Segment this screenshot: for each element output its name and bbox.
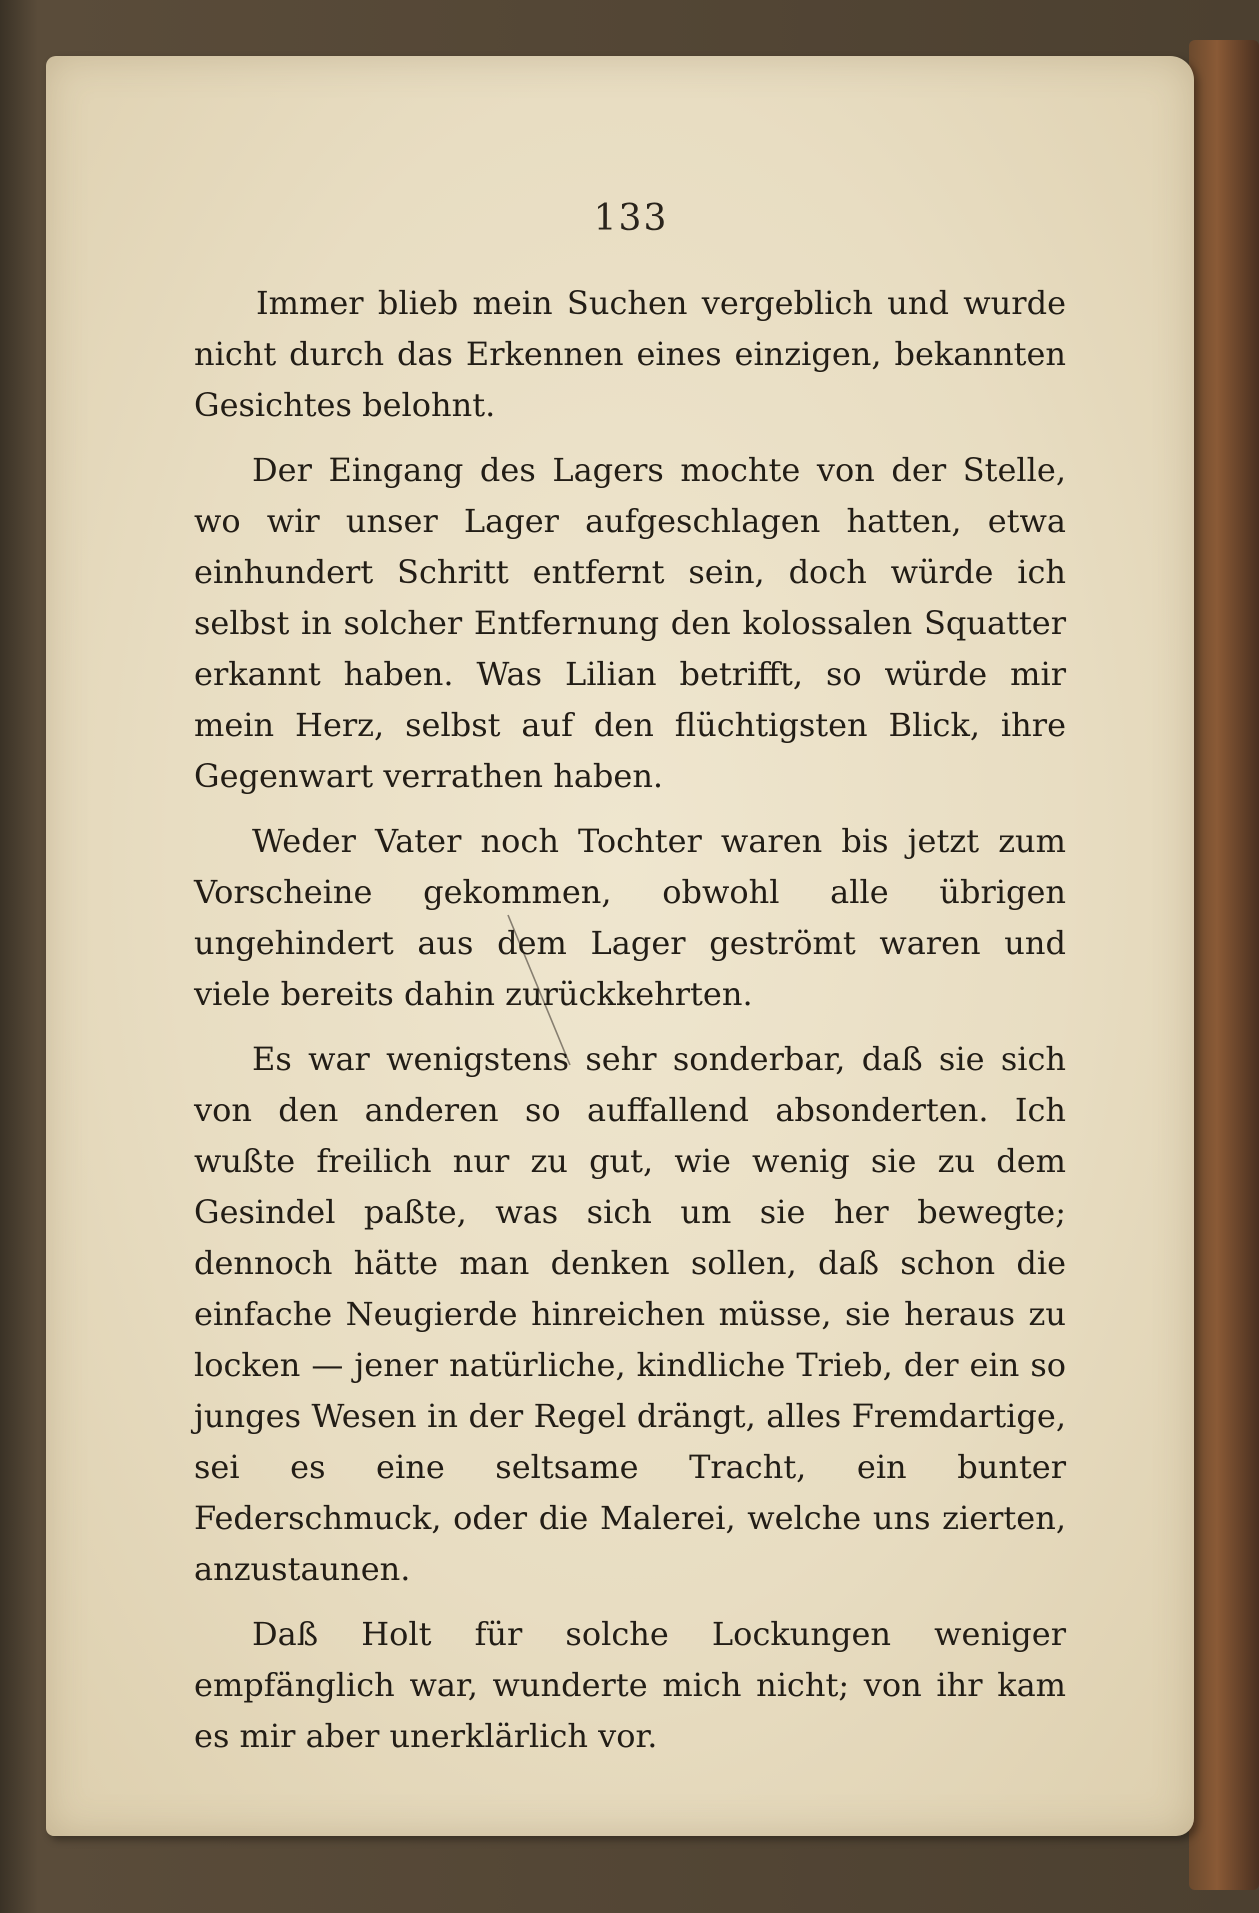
page-number: 133 <box>593 198 669 239</box>
paragraph-1: Immer blieb mein Suchen vergeblich und wurde nicht durch das Erkennen eines einzigen, bekannten Gesichtes belohnt. <box>194 284 1066 424</box>
paragraph-5: Daß Holt für solche Lockungen weniger empfänglich war, wunderte mich nicht; von ihr kam es mir aber unerklärlich vor. <box>194 1615 1066 1755</box>
book-page <box>46 56 1194 1836</box>
page-text <box>194 278 1066 1776</box>
paragraph-2: Der Eingang des Lagers mochte von der Stelle, wo wir unser Lager aufgeschlagen hatten, etwa einhundert Schritt entfernt sein, doch würde ich selbst in solcher Entfernung den kolossalen Squatter erkannt haben. Was Lilian betrifft, so würde mir mein Herz, selbst auf den flüchtigsten Blick, ihre Gegenwart verrathen haben. <box>194 451 1066 795</box>
paragraph-3: Weder Vater noch Tochter waren bis jetzt zum Vorscheine gekommen, obwohl alle übrigen ungehindert aus dem Lager geströmt waren und viele bereits dahin zurückkehrten. <box>194 822 1066 1013</box>
book-cover-edge <box>1189 40 1259 1890</box>
paragraph-4: Es war wenigstens sehr sonderbar, daß sie sich von den anderen so auffallend absonderten. Ich wußte freilich nur zu gut, wie wenig sie zu dem Gesindel paßte, was sich um sie her bewegte; dennoch hätte man denken sollen, daß schon die einfache Neugierde hinreichen müsse, sie heraus zu locken — jener natürliche, kindliche Trieb, der ein so junges Wesen in der Regel drängt, alles Fremdartige, sei es eine seltsame Tracht, ein bunter Federschmuck, oder die Malerei, welche uns zierten, anzustaunen. <box>194 1040 1066 1588</box>
